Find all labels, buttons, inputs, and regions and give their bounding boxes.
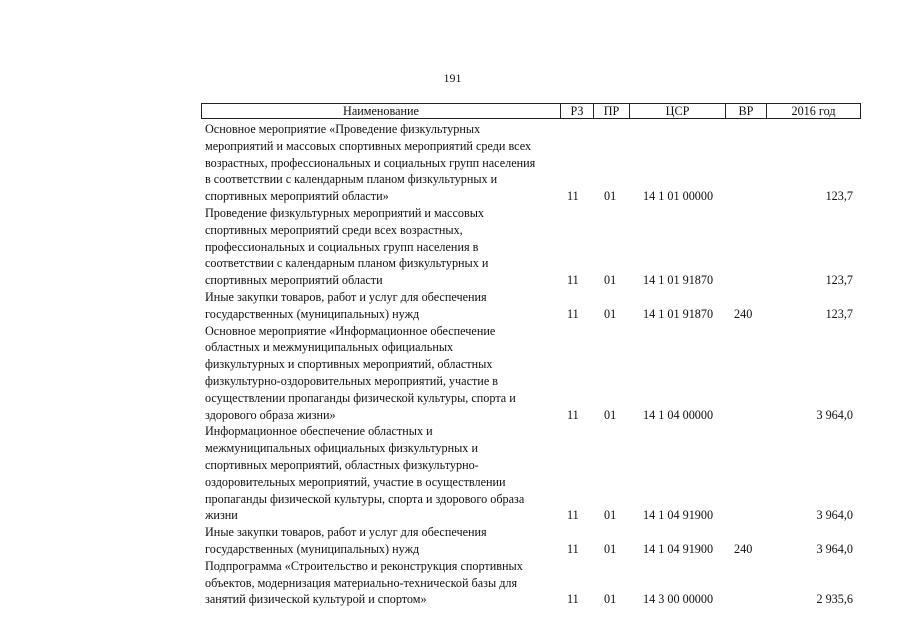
row-vr: 240 (734, 541, 753, 556)
table-row (201, 524, 861, 558)
table-row (201, 289, 861, 323)
row-pr: 01 (604, 306, 617, 321)
header-pr: ПР (593, 104, 629, 118)
row-name: Информационное обеспечение областных и межмуниципальных официальных физкультурных и спортивных мероприятий, областных физкультурно- оздоровительных мероприятий, участие в осуществлении пропаганды физической культуры, спорта и здорового образа жизни (205, 424, 525, 523)
row-amount: 3 964,0 (816, 407, 853, 422)
row-amount: 123,7 (825, 273, 853, 288)
row-amount: 3 964,0 (816, 508, 853, 523)
page-number: 191 (443, 71, 462, 85)
header-year: 2016 год (766, 104, 860, 118)
row-csr: 14 1 01 91870 (643, 273, 714, 288)
budget-table (201, 103, 861, 608)
header-vr: ВР (725, 104, 766, 118)
row-rz: 11 (567, 273, 579, 288)
row-name: Иные закупки товаров, работ и услуг для обеспечения государственных (муниципальных) нужд (205, 289, 487, 321)
row-name: Проведение физкультурных мероприятий и массовых спортивных мероприятий среди всех возрастных, профессиональных и социальных групп населения в соответствии с календарным планом физкультурных и спортивных мероприятий области (205, 205, 489, 288)
header-rz: РЗ (560, 104, 593, 118)
row-csr: 14 1 04 91900 (643, 541, 714, 556)
table-row (201, 423, 861, 524)
table-row (201, 121, 861, 205)
row-name: Основное мероприятие «Информационное обеспечение областных и межмуниципальных официальных физкультурных и спортивных мероприятий, областных физкультурно-оздоровительных мероприятий, участие в осуществлении пропаганды физической культуры, спорта и здорового образа жизни» (205, 323, 516, 422)
table-header (201, 103, 861, 119)
row-amount: 123,7 (825, 306, 853, 321)
row-rz: 11 (567, 508, 579, 523)
header-name: Наименование (343, 104, 419, 118)
table-row (201, 323, 861, 424)
row-rz: 11 (567, 407, 579, 422)
row-pr: 01 (604, 592, 617, 607)
row-pr: 01 (604, 189, 617, 204)
header-csr: ЦСР (629, 104, 725, 118)
row-pr: 01 (604, 273, 617, 288)
row-rz: 11 (567, 592, 579, 607)
row-csr: 14 1 01 91870 (643, 306, 714, 321)
row-pr: 01 (604, 508, 617, 523)
row-pr: 01 (604, 541, 617, 556)
table-row (201, 205, 861, 289)
row-amount: 3 964,0 (816, 541, 853, 556)
row-vr: 240 (734, 306, 753, 321)
row-rz: 11 (567, 306, 579, 321)
row-csr: 14 3 00 00000 (643, 592, 714, 607)
row-amount: 2 935,6 (816, 592, 853, 607)
row-name: Иные закупки товаров, работ и услуг для обеспечения государственных (муниципальных) нужд (205, 525, 487, 556)
row-csr: 14 1 04 91900 (643, 508, 714, 523)
row-amount: 123,7 (825, 189, 853, 204)
row-name: Основное мероприятие «Проведение физкультурных мероприятий и массовых спортивных мероприятий среди всех возрастных, профессиональных и социальных групп населения в соответствии с календарным планом физкультурных и спортивных мероприятий области» (205, 122, 536, 204)
table-row (201, 558, 861, 608)
table-body (201, 121, 861, 608)
row-rz: 11 (567, 541, 579, 556)
row-csr: 14 1 01 00000 (643, 189, 714, 204)
row-name: Подпрограмма «Строительство и реконструкция спортивных объектов, модернизация материально-технической базы для занятий физической культурой и спортом» (205, 558, 523, 607)
row-pr: 01 (604, 407, 617, 422)
row-csr: 14 1 04 00000 (643, 407, 714, 422)
row-rz: 11 (567, 189, 579, 204)
